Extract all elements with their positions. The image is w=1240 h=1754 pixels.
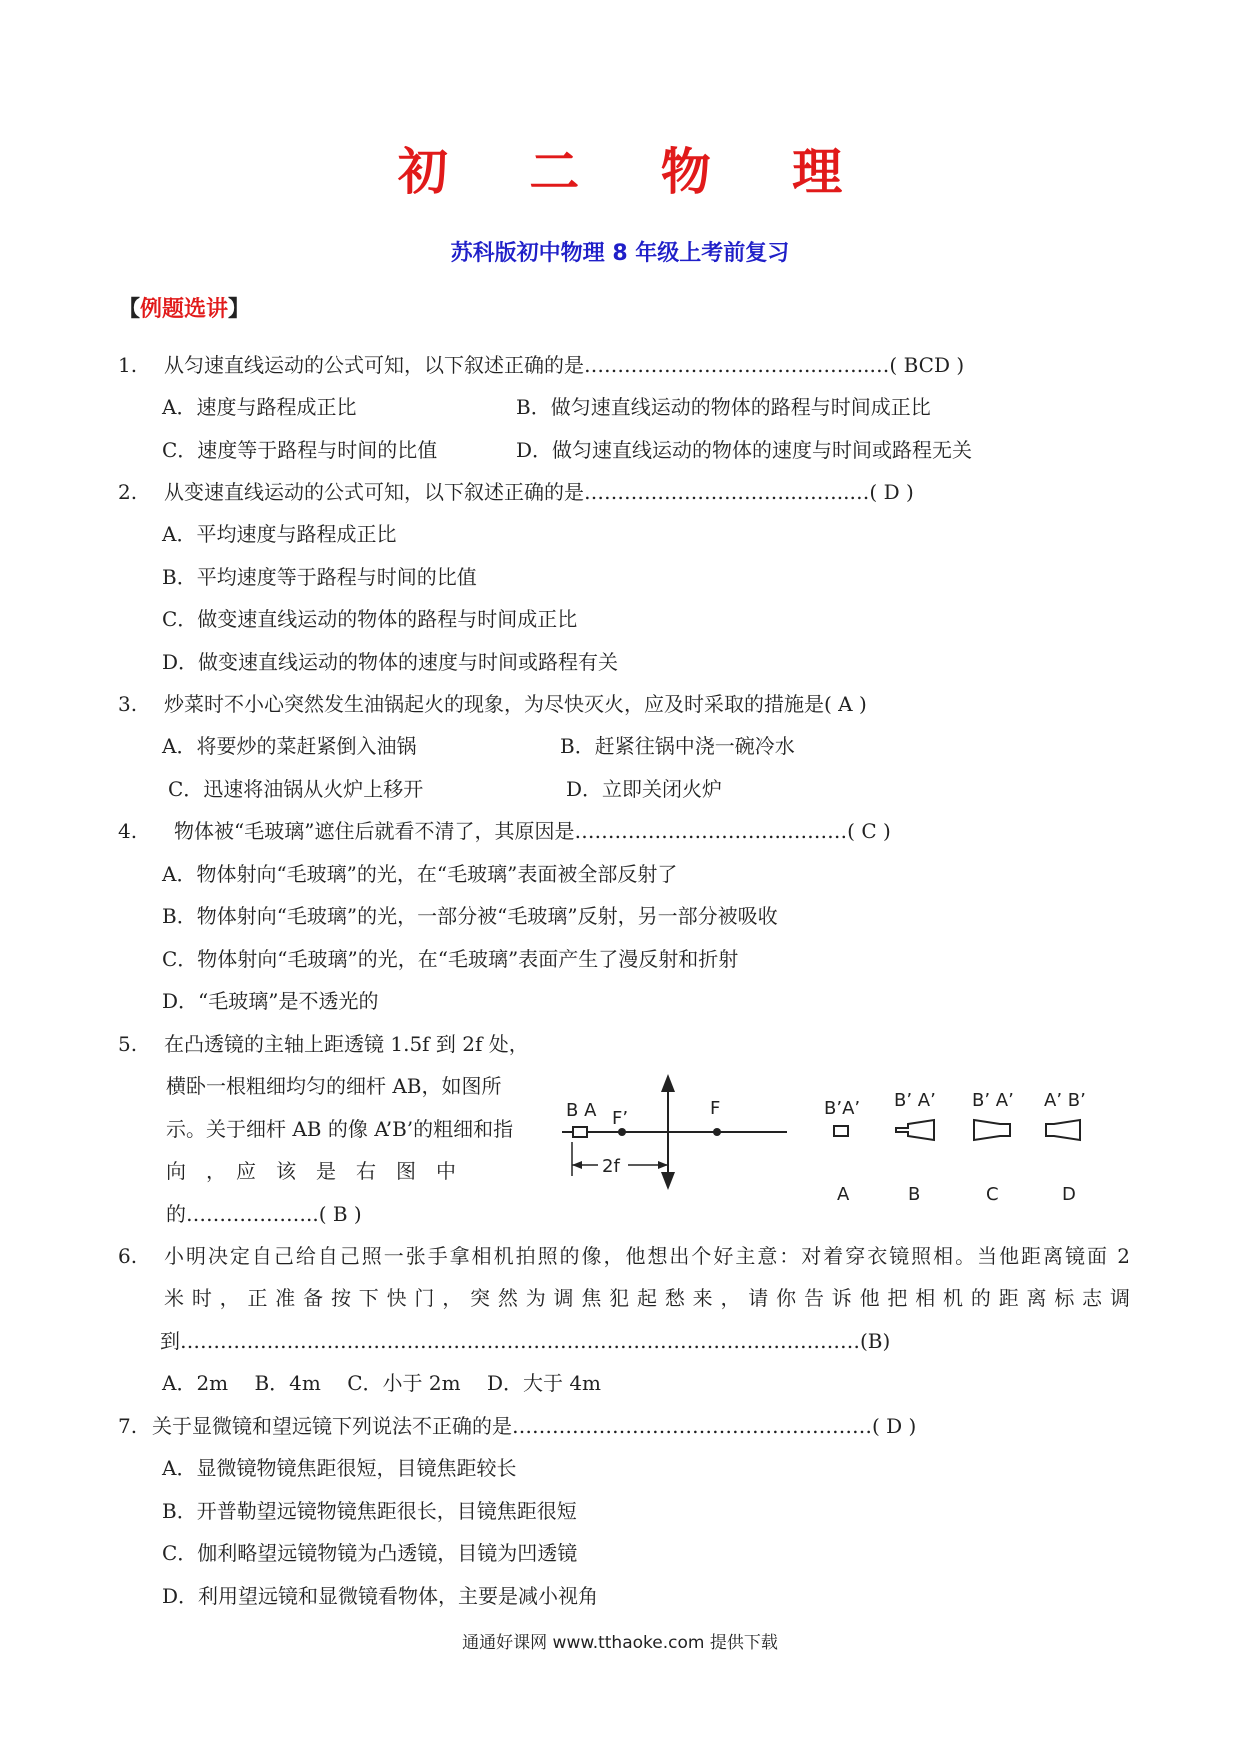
option-c-letter: C: [986, 1184, 999, 1205]
label-f: F: [710, 1098, 721, 1119]
question-text: 关于显微镜和望远镜下列说法不正确的是………………………………………………( D ): [152, 1414, 917, 1438]
page-subtitle: 苏科版初中物理 8 年级上考前复习: [450, 241, 790, 266]
lens-arrow-top: [661, 1074, 675, 1092]
dim-arrow-right: [658, 1161, 668, 1169]
question-text: 从变速直线运动的公式可知，以下叙述正确的是…………………………..……..…( D ): [164, 480, 914, 504]
question-text: 炒菜时不小心突然发生油锅起火的现象，为尽快灭火，应及时采取的措施是( A ): [164, 692, 867, 716]
question-text-line-4: 向 ， 应 该 是 右 图 中: [166, 1159, 456, 1183]
option-b-image: [896, 1120, 934, 1140]
question-number: 3.: [118, 692, 138, 716]
focal-point-fprime: [618, 1128, 626, 1136]
option-c-label-top: B’ A’: [972, 1090, 1014, 1111]
section-label: 例题选讲: [140, 297, 229, 322]
option-b: B．物体射向“毛玻璃”的光，一部分被“毛玻璃”反射，另一部分被吸收: [162, 904, 778, 928]
lens-diagram: [562, 1072, 1122, 1212]
option-a-label-top: B’A’: [824, 1098, 861, 1119]
rod-ab: [573, 1127, 587, 1137]
option-d: D．做变速直线运动的物体的速度与时间或路程有关: [162, 650, 619, 674]
option-d: D．“毛玻璃”是不透光的: [162, 989, 379, 1013]
question-text-line-3: 到…………………………………………………………………………………………(B): [160, 1329, 891, 1353]
focal-point-f: [713, 1128, 721, 1136]
option-b: B．赶紧往锅中浇一碗冷水: [560, 734, 795, 758]
question-text: 物体被“毛玻璃”遮住后就看不清了，其原因是…………………………..………( C ): [174, 819, 891, 843]
option-c: C．物体射向“毛玻璃”的光，在“毛玻璃”表面产生了漫反射和折射: [162, 947, 739, 971]
lens-arrow-bottom: [661, 1172, 675, 1190]
option-d-letter: D: [1062, 1184, 1076, 1205]
label-fprime: F’: [612, 1108, 629, 1129]
option-b: B．开普勒望远镜物镜焦距很长，目镜焦距很短: [162, 1499, 577, 1523]
question-text-line-2: 横卧一根粗细均匀的细杆 AB，如图所: [166, 1074, 502, 1098]
option-a-letter: A: [837, 1184, 850, 1205]
option-d-image: [1046, 1120, 1080, 1140]
option-b: B．做匀速直线运动的物体的路程与时间成正比: [516, 395, 931, 419]
question-text-line-1: 在凸透镜的主轴上距透镜 1.5f 到 2f 处，: [164, 1032, 529, 1056]
question-number: 4.: [118, 819, 138, 843]
page-footer: 通通好课网 www.tthaoke.com 提供下载: [462, 1633, 778, 1653]
question-number: 5.: [118, 1032, 138, 1056]
option-a: A．速度与路程成正比: [162, 395, 357, 419]
q6-line-1: 小明决定自己给自己照一张手拿相机拍照的像，他想出个好主意：对着穿衣镜照相。当他距离镜面 2: [164, 1244, 1130, 1268]
option-b-letter: B: [908, 1184, 921, 1205]
label-2f: 2f: [602, 1156, 620, 1177]
label-ba: B A: [566, 1100, 597, 1121]
section-bracket-close: 】: [228, 297, 251, 322]
option-c: C．速度等于路程与时间的比值: [162, 438, 438, 462]
option-d: D．利用望远镜和显微镜看物体，主要是减小视角: [162, 1584, 599, 1608]
option-d: D．立即关闭火炉: [566, 777, 723, 801]
question-number: 1.: [118, 353, 138, 377]
option-d-label-top: A’ B’: [1044, 1090, 1086, 1111]
question-text-line-5: 的………………..( B ): [166, 1202, 362, 1226]
option-c: C．迅速将油锅从火炉上移开: [168, 777, 424, 801]
option-c: C．做变速直线运动的物体的路程与时间成正比: [162, 607, 578, 631]
question-text-line-3: 示。关于细杆 AB 的像 A’B’的粗细和指: [166, 1117, 514, 1141]
section-heading: [118, 292, 250, 323]
option-b-label-top: B’ A’: [894, 1090, 936, 1111]
option-a: A．物体射向“毛玻璃”的光，在“毛玻璃”表面被全部反射了: [162, 862, 678, 886]
option-b: B．平均速度等于路程与时间的比值: [162, 565, 477, 589]
option-a: A．显微镜物镜焦距很短，目镜焦距较长: [162, 1456, 517, 1480]
option-c: C．伽利略望远镜物镜为凸透镜，目镜为凹透镜: [162, 1541, 578, 1565]
q6-line-2: 米时，正准备按下快门，突然为调焦犯起愁来，请你告诉他把相机的距离标志调: [164, 1286, 1130, 1310]
dim-arrow-left: [572, 1161, 582, 1169]
page-title: 初 二 物 理: [397, 143, 875, 201]
question-text: 从匀速直线运动的公式可知，以下叙述正确的是……………………………..……..…( BCD ): [164, 353, 965, 377]
option-c-image: [974, 1120, 1010, 1140]
option-d: D．做匀速直线运动的物体的速度与时间或路程无关: [516, 438, 973, 462]
option-a: A．将要炒的菜赶紧倒入油锅: [162, 734, 417, 758]
question-number: 2.: [118, 480, 138, 504]
options-row: A．2m B．4m C．小于 2m D．大于 4m: [162, 1371, 602, 1395]
section-bracket-open: 【: [118, 297, 141, 322]
option-a-image: [834, 1126, 848, 1136]
question-number: 7.: [118, 1414, 138, 1438]
option-a: A．平均速度与路程成正比: [162, 522, 397, 546]
question-number: 6.: [118, 1244, 138, 1268]
